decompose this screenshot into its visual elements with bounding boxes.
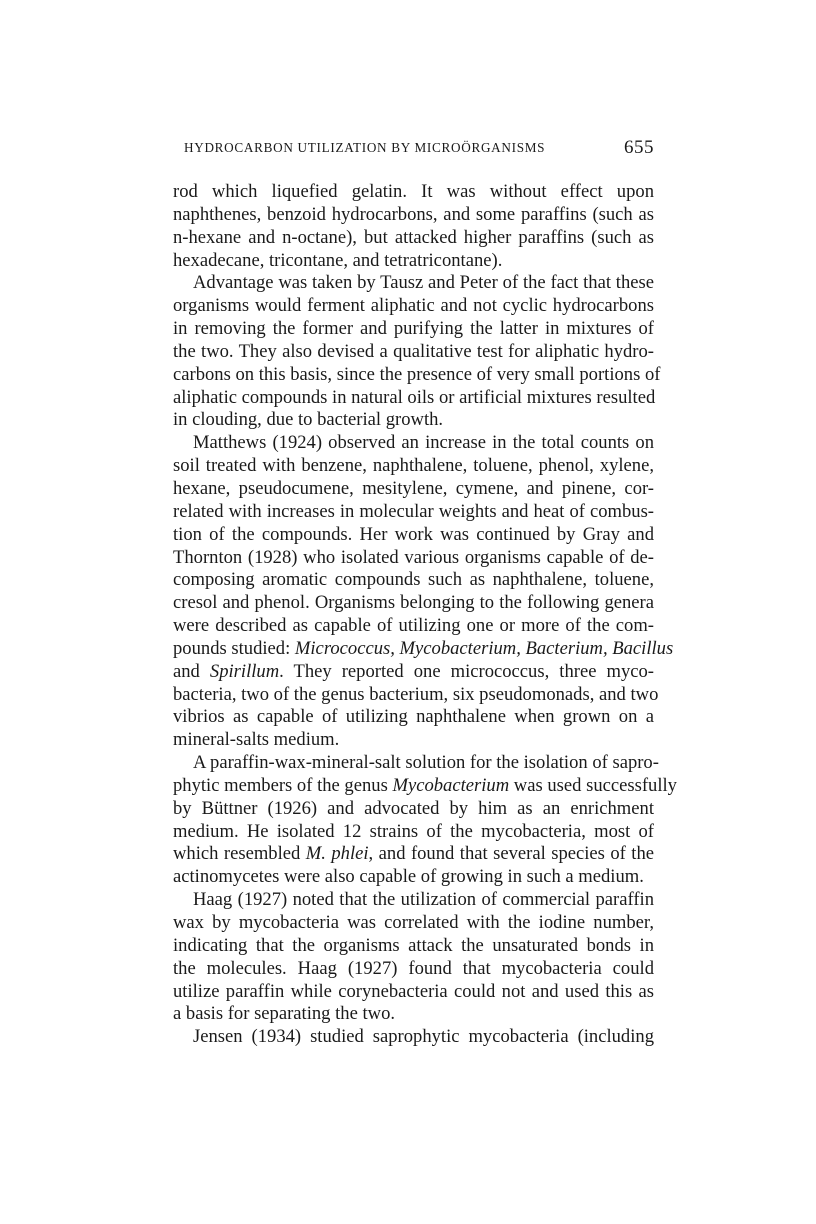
text-line [173,729,654,752]
text-segment: in removing the former and purifying the latter in mixtures of [173,318,654,340]
text-segment: medium. He isolated 12 strains of the mycobacteria, most of [173,820,654,842]
text-segment: vibrios as capable of utilizing naphthalene when grown on a [173,706,654,728]
text-line [173,592,654,615]
text-line [173,615,654,638]
text-segment: hexane, pseudocumene, mesitylene, cymene, and pinene, cor- [173,477,654,499]
text-segment: a basis for separating the two. [173,1003,396,1025]
text-segment: the two. They also devised a qualitative test for aliphatic hydro- [173,340,654,362]
text-segment: Advantage was taken by Tausz and Peter of the fact that these [193,272,654,294]
text-segment: which resembled [173,843,306,865]
text-line [173,295,654,318]
text-line [173,683,659,707]
text-segment: indicating that the organisms attack the unsaturated bonds in [173,934,654,956]
text-segment: soil treated with benzene, naphthalene, toluene, phenol, xylene, [173,455,654,477]
text-line [173,981,654,1004]
text-segment: carbons on this basis, since the presence of very small portions of [173,363,661,385]
text-line [173,843,654,866]
text-segment: Jensen (1934) studied saprophytic mycobacteria (including [193,1026,654,1048]
text-line [173,363,661,387]
text-segment: rod which liquefied gelatin. It was without effect upon [173,181,654,202]
italic-term: Mycobacterium [392,774,510,796]
text-line [173,935,654,958]
text-segment: . They reported one micrococcus, three myco- [279,660,655,682]
text-line [173,227,654,250]
text-line [173,341,654,364]
text-segment: were described as capable of utilizing one or more of the com- [173,615,654,637]
text-line [173,432,654,455]
text-line [173,478,654,501]
italic-term: M. phlei [305,843,369,865]
text-line [173,912,654,935]
text-segment: pounds studied: [173,637,295,659]
text-line [173,181,654,204]
text-line [173,661,654,684]
running-head [184,137,654,161]
text-line [173,387,654,410]
text-line [173,569,654,592]
italic-term: Spirillum [209,660,280,682]
text-line [173,272,654,295]
text-segment: naphthenes, benzoid hydrocarbons, and some paraffins (such as [173,203,654,225]
text-line [173,547,654,570]
text-line [173,774,677,798]
text-segment: Thornton (1928) who isolated various organisms capable of de- [173,546,654,568]
text-line [173,250,654,273]
text-segment: actinomycetes were also capable of growing in such a medium. [173,866,644,888]
text-line [173,409,654,432]
text-segment: the molecules. Haag (1927) found that mycobacteria could [173,957,654,979]
text-segment: in clouding, due to bacterial growth. [173,409,444,431]
text-segment: hexadecane, tricontane, and tetratricontane). [173,249,503,271]
text-line [173,1026,654,1049]
text-segment: , and found that several species of the [368,843,655,865]
text-line [173,798,654,821]
text-line [173,1003,654,1026]
text-segment: mineral-salts medium. [173,729,340,751]
text-segment: was used successfully [509,774,677,796]
text-line [173,889,654,912]
italic-term: Micrococcus, Mycobacterium, Bacterium, Bacillus [294,637,674,659]
text-line [173,752,659,775]
text-segment: phytic members of the genus [173,774,393,796]
text-segment: utilize paraffin while corynebacteria could not and used this as [173,980,654,1002]
text-segment: aliphatic compounds in natural oils or artificial mixtures resulted [173,386,656,408]
text-segment: tion of the compounds. Her work was continued by Gray and [173,523,654,545]
text-line [173,637,674,661]
text-segment: Haag (1927) noted that the utilization of commercial paraffin [193,889,654,911]
text-line [173,958,654,981]
text-segment: organisms would ferment aliphatic and not cyclic hydrocarbons [173,295,654,317]
text-segment: A paraffin-wax-mineral-salt solution for the isolation of sapro- [193,752,659,774]
text-segment: n-hexane and n-octane), but attacked higher paraffins (such as [173,226,654,248]
article-body [173,181,677,1049]
text-line [173,318,654,341]
text-segment: Matthews (1924) observed an increase in the total counts on [193,432,654,454]
text-segment: wax by mycobacteria was correlated with the iodine number, [173,912,654,933]
text-line [173,821,654,844]
text-segment: bacteria, two of the genus bacterium, six pseudomonads, and two [173,683,659,705]
text-segment: cresol and phenol. Organisms belonging to the following genera [173,592,654,614]
text-segment: composing aromatic compounds such as naphthalene, toluene, [173,569,654,591]
text-line [173,524,654,547]
text-line [173,706,654,729]
text-segment: and [173,660,210,682]
running-title: HYDROCARBON UTILIZATION BY MICROÖRGANISMS [184,140,546,155]
text-line [173,455,654,478]
text-line [173,866,654,889]
text-line [173,204,654,227]
text-line [173,501,654,524]
text-segment: related with increases in molecular weights and heat of combus- [173,500,654,522]
text-segment: by Büttner (1926) and advocated by him as an enrichment [173,797,654,819]
page-number: 655 [624,137,654,158]
